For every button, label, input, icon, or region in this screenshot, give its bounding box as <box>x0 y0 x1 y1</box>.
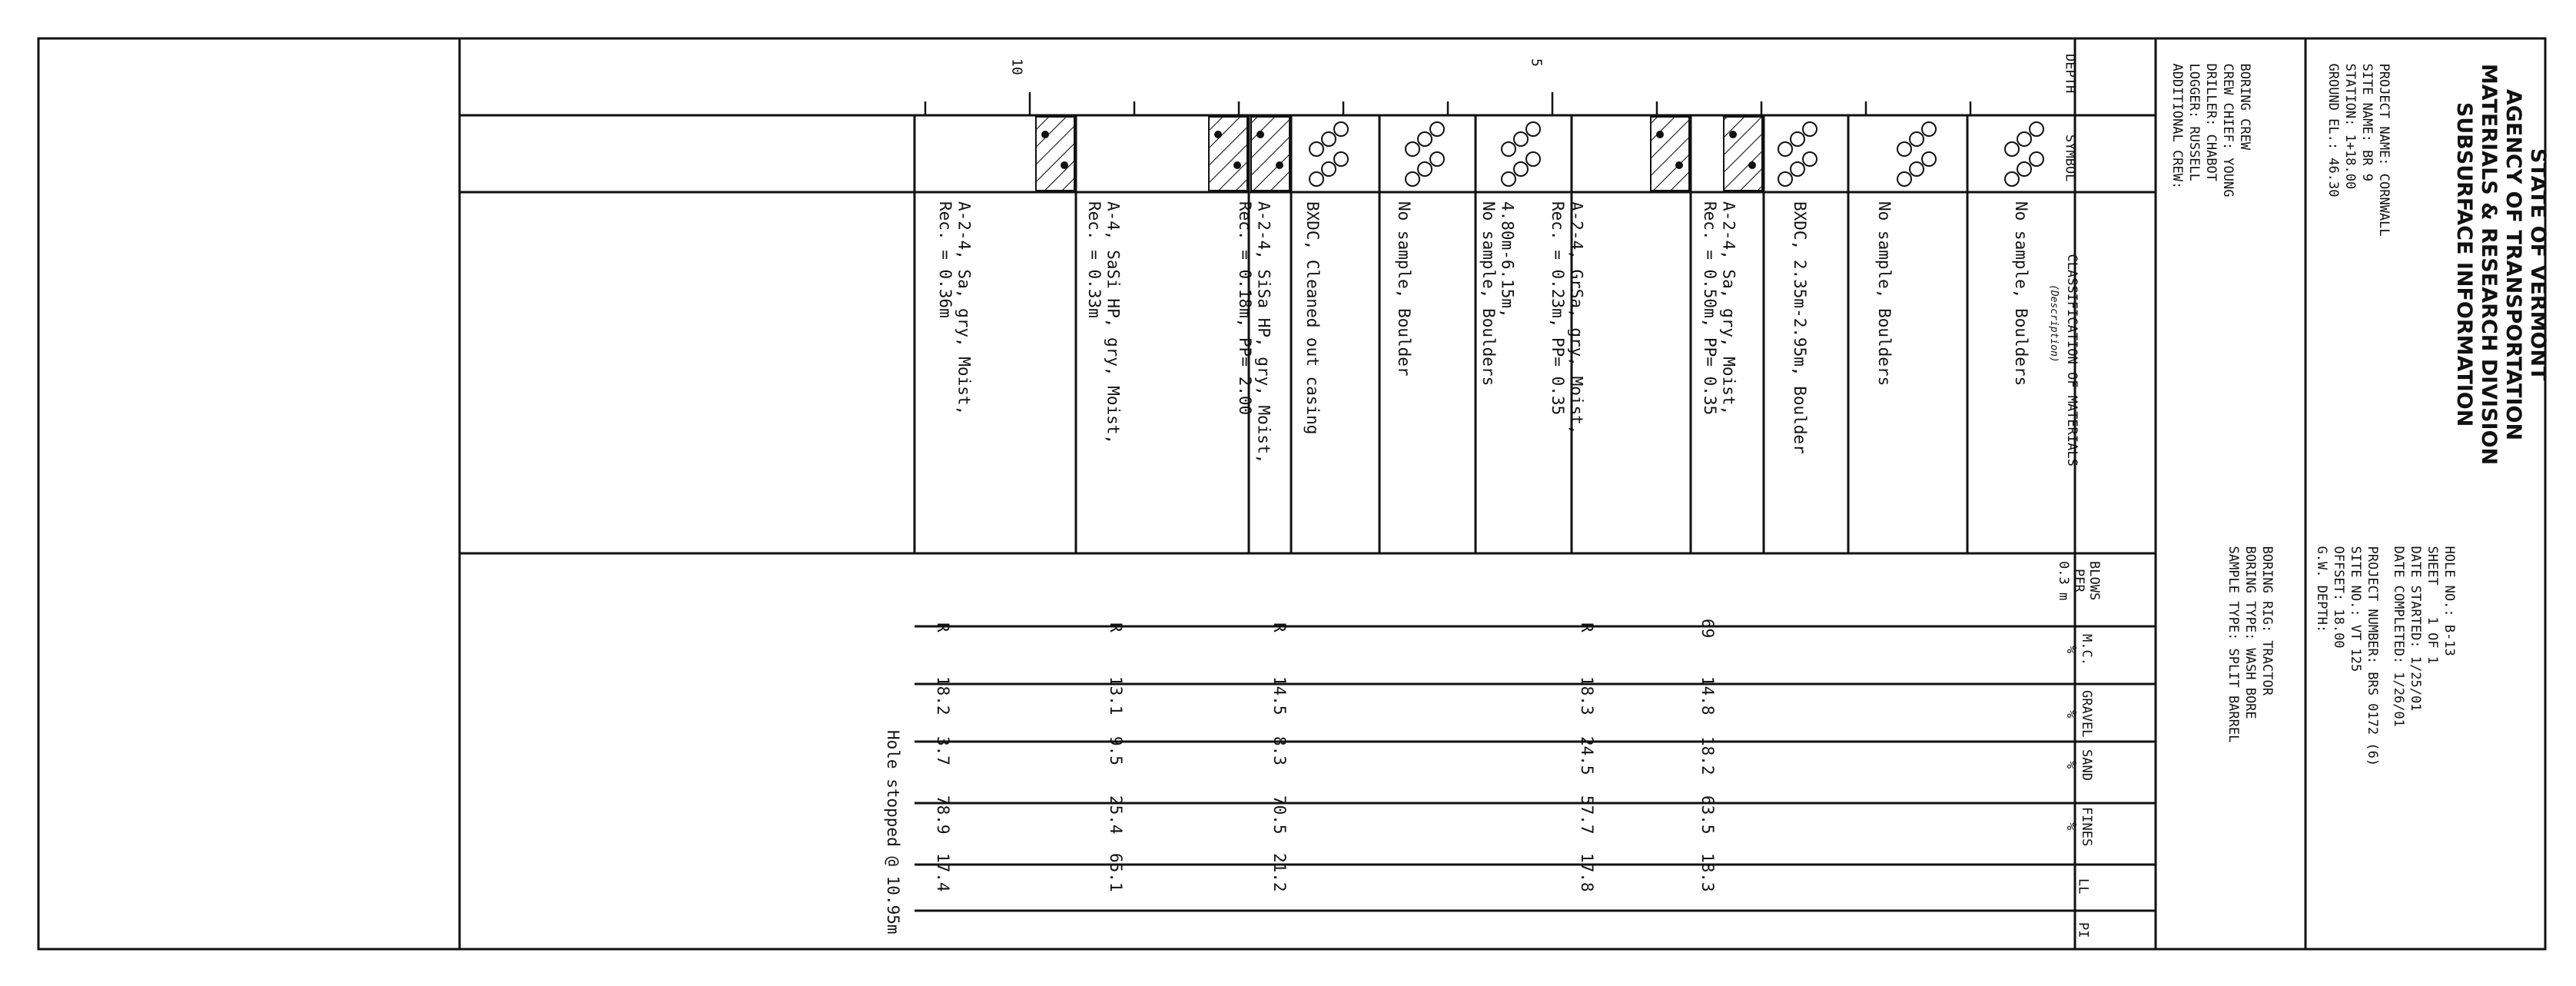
boulder-circle <box>2017 132 2031 146</box>
hole-info <box>2390 530 2475 727</box>
layer-description: BXDC, Cleaned out casing <box>1303 201 1323 435</box>
boulder-circle <box>1778 172 1792 186</box>
logger: LOGGER: RUSSELL <box>2186 63 2202 182</box>
boulder-circle <box>2030 152 2043 166</box>
boulder-circle <box>1322 162 1336 176</box>
soil-symbol-sand-hatch <box>1724 117 1762 191</box>
additional-crew: ADDITIONAL CREW: <box>2169 63 2185 190</box>
agency-title-block <box>2452 42 2574 473</box>
sample-dot <box>1256 131 1264 138</box>
depth-label-5: 5 <box>1528 58 1545 67</box>
hatch-fill <box>1251 117 1290 191</box>
fines-value: 17.8 <box>1578 853 1597 892</box>
layer-description: A-2-4, SiSa HP, gry, Moist, Rec. = 0.18m, PP= 2.00 <box>1236 201 1273 464</box>
gravel-value: 9.5 <box>1107 736 1126 765</box>
sample-dot <box>1729 131 1737 138</box>
gravel-column-header: GRAVEL % <box>2063 690 2094 738</box>
ground-elevation: GROUND EL.: 46.30 <box>2325 63 2341 198</box>
boulder-circle <box>1514 162 1528 176</box>
soil-symbol-silt-hatch <box>1209 117 1247 191</box>
mc-value: 18.2 <box>934 676 953 715</box>
boulder-circle <box>2005 172 2019 186</box>
boulder-circle <box>1334 122 1348 136</box>
boulder-circle <box>1897 172 1911 186</box>
hatch-fill <box>1209 117 1247 191</box>
depth-label-10: 10 <box>1008 58 1025 75</box>
sample-dot <box>1656 131 1664 138</box>
agency-line-3: MATERIALS & RESEARCH DIVISION <box>2477 64 2501 466</box>
sand-column-header: SAND % <box>2063 749 2094 781</box>
station: STATION: 1+18.00 <box>2342 63 2358 190</box>
boring-crew: BORING CREW <box>2237 63 2252 151</box>
layer-description: A-4, SaSi HP, gry, Moist, Rec. = 0.33m <box>1085 201 1123 445</box>
blows-column-header: BLOWS PER 0.3 m <box>2056 561 2102 601</box>
boulder-circle <box>1418 162 1432 176</box>
boulder-circle <box>1897 142 1911 156</box>
boulder-circle <box>2017 162 2031 176</box>
date-completed: DATE COMPLETED: 1/26/01 <box>2391 546 2406 727</box>
blows-value: R <box>934 622 953 632</box>
mc-value: 18.3 <box>1578 676 1597 715</box>
crew-info <box>2169 48 2270 197</box>
agency-line-1: STATE OF VERMONT <box>2526 148 2550 381</box>
symbol-column-header: SYMBOL <box>2062 134 2078 182</box>
boulder-circle <box>1803 152 1817 166</box>
sample-dot <box>1675 161 1683 169</box>
soil-symbol-boulder-pattern <box>2005 122 2043 186</box>
soil-symbol-boulder-pattern <box>1310 122 1348 186</box>
project-number: PROJECT NUMBER: BRS 0172 (6) <box>2365 546 2380 767</box>
sample-dot <box>1214 131 1222 138</box>
soil-symbol-sand-hatch <box>1651 117 1689 191</box>
hatch-fill <box>1651 117 1689 191</box>
boring-equipment-info <box>2225 530 2292 742</box>
project-info <box>2325 48 2409 237</box>
mc-value: 14.8 <box>1698 676 1718 715</box>
layer-description: A-2-4, GrSa, gry, Moist, Rec. = 0.23m, PP= 0.35 <box>1549 201 1586 435</box>
boulder-circle <box>1791 132 1804 146</box>
blows-value: R <box>1107 622 1126 632</box>
boring-rig: BORING RIG: TRACTOR <box>2259 546 2275 696</box>
fines-value: 18.3 <box>1698 853 1718 892</box>
boulder-circle <box>1502 142 1515 156</box>
crew-chief: CREW CHIEF: YOUNG <box>2220 63 2236 198</box>
sample-dot <box>1061 161 1068 169</box>
soil-symbol-sand-hatch <box>1036 117 1074 191</box>
boulder-circle <box>1502 172 1515 186</box>
sand-value: 78.9 <box>934 795 953 835</box>
boulder-circle <box>1418 132 1432 146</box>
site-number: SITE NO.: VT 125 <box>2348 546 2363 672</box>
sample-dot <box>1233 161 1241 169</box>
sand-value: 63.5 <box>1698 795 1718 835</box>
layer-description: No sample, Boulder <box>1395 201 1414 377</box>
soil-symbol-boulder-pattern <box>1406 122 1444 186</box>
layer-description: A-2-4, Sa, gry, Moist, Rec. = 0.36m <box>936 201 974 416</box>
boulder-circle <box>1791 162 1804 176</box>
mc-value: 14.5 <box>1270 676 1290 715</box>
layer-description: 4.80m-6.15m, No sample, Boulders <box>1479 201 1517 387</box>
soil-symbol-boulder-pattern <box>1778 122 1817 186</box>
boulder-circle <box>1334 152 1348 166</box>
driller: DRILLER: CHABOT <box>2203 63 2219 182</box>
gravel-value: 8.3 <box>1270 736 1290 765</box>
classification-title: CLASSIFICATION OF MATERIALS <box>2064 254 2080 466</box>
fines-value: 21.2 <box>1270 853 1290 892</box>
boulder-circle <box>1406 142 1419 156</box>
fines-column-header: FINES % <box>2063 807 2094 847</box>
sample-dot <box>1276 161 1283 169</box>
ll-column-header: LL <box>2075 878 2091 895</box>
boulder-circle <box>1322 132 1336 146</box>
boulder-circle <box>1310 172 1323 186</box>
layer-description: A-2-4, Sa, gry, Moist, Rec. = 0.50m, PP= 0.35 <box>1701 201 1738 416</box>
hole-stopped-note: Hole stopped @ 10.95m <box>884 730 903 935</box>
hatch-fill <box>1036 117 1074 191</box>
sheet-number: SHEET 1 OF 1 <box>2425 546 2440 665</box>
gravel-value: 18.2 <box>1698 736 1718 775</box>
boulder-circle <box>1514 132 1528 146</box>
offset: OFFSET: 18.00 <box>2331 546 2346 649</box>
mc-value: 13.1 <box>1107 676 1126 715</box>
boulder-circle <box>1430 122 1444 136</box>
layer-description: No sample, Boulders <box>2012 201 2031 387</box>
gravel-value: 3.7 <box>934 736 953 765</box>
blows-value: R <box>1270 622 1290 632</box>
boulder-circle <box>1430 152 1444 166</box>
boulder-circle <box>1778 142 1792 156</box>
boulder-circle <box>1910 162 1924 176</box>
agency-line-2: AGENCY OF TRANSPORTATION <box>2501 88 2525 441</box>
classification-column-header <box>2044 238 2100 466</box>
site-name: SITE NAME: BR 9 <box>2359 63 2375 182</box>
fines-value: 17.4 <box>934 853 953 892</box>
sand-value: 57.7 <box>1578 795 1597 835</box>
boring-type: BORING TYPE: WASH BORE <box>2242 546 2258 719</box>
sample-dot <box>1041 131 1049 138</box>
gravel-value: 24.5 <box>1578 736 1597 775</box>
soil-symbol-sand-hatch <box>1251 117 1290 191</box>
soil-symbol-boulder-pattern <box>1502 122 1540 186</box>
blows-value: R <box>1578 622 1597 632</box>
boulder-circle <box>2005 142 2019 156</box>
boulder-circle <box>1803 122 1817 136</box>
sample-dot <box>1748 161 1756 169</box>
layer-description: No sample, Boulders <box>1875 201 1894 387</box>
boulder-circle <box>1526 122 1540 136</box>
fines-value: 65.1 <box>1107 853 1126 892</box>
boulder-circle <box>1526 152 1540 166</box>
classification-subtitle: (Description) <box>2048 284 2060 364</box>
boulder-circle <box>1406 172 1419 186</box>
groundwater-depth: G.W. DEPTH: <box>2314 546 2329 633</box>
sand-value: 25.4 <box>1107 795 1126 835</box>
project-name: PROJECT NAME: CORNWALL <box>2376 63 2392 237</box>
boulder-circle <box>1310 142 1323 156</box>
sample-type: SAMPLE TYPE: SPLIT BARREL <box>2226 546 2241 743</box>
mc-column-header: M.C. % <box>2063 634 2094 666</box>
boulder-circle <box>1922 122 1936 136</box>
boulder-circle <box>1910 132 1924 146</box>
soil-symbol-boulder-pattern <box>1897 122 1936 186</box>
hole-number: HOLE NO.: B-13 <box>2442 546 2457 656</box>
project-number-info <box>2313 530 2398 766</box>
depth-column-header: DEPTH <box>2062 54 2078 94</box>
boulder-circle <box>2030 122 2043 136</box>
agency-line-4: SUBSURFACE INFORMATION <box>2452 102 2476 427</box>
pi-column-header: PI <box>2075 922 2091 938</box>
date-started: DATE STARTED: 1/25/01 <box>2408 546 2423 712</box>
blows-value: 69 <box>1698 619 1718 639</box>
hatch-fill <box>1724 117 1762 191</box>
layer-description: BXDC, 2.35m-2.95m, Boulder <box>1791 201 1810 454</box>
boulder-circle <box>1922 152 1936 166</box>
sand-value: 70.5 <box>1270 795 1290 835</box>
